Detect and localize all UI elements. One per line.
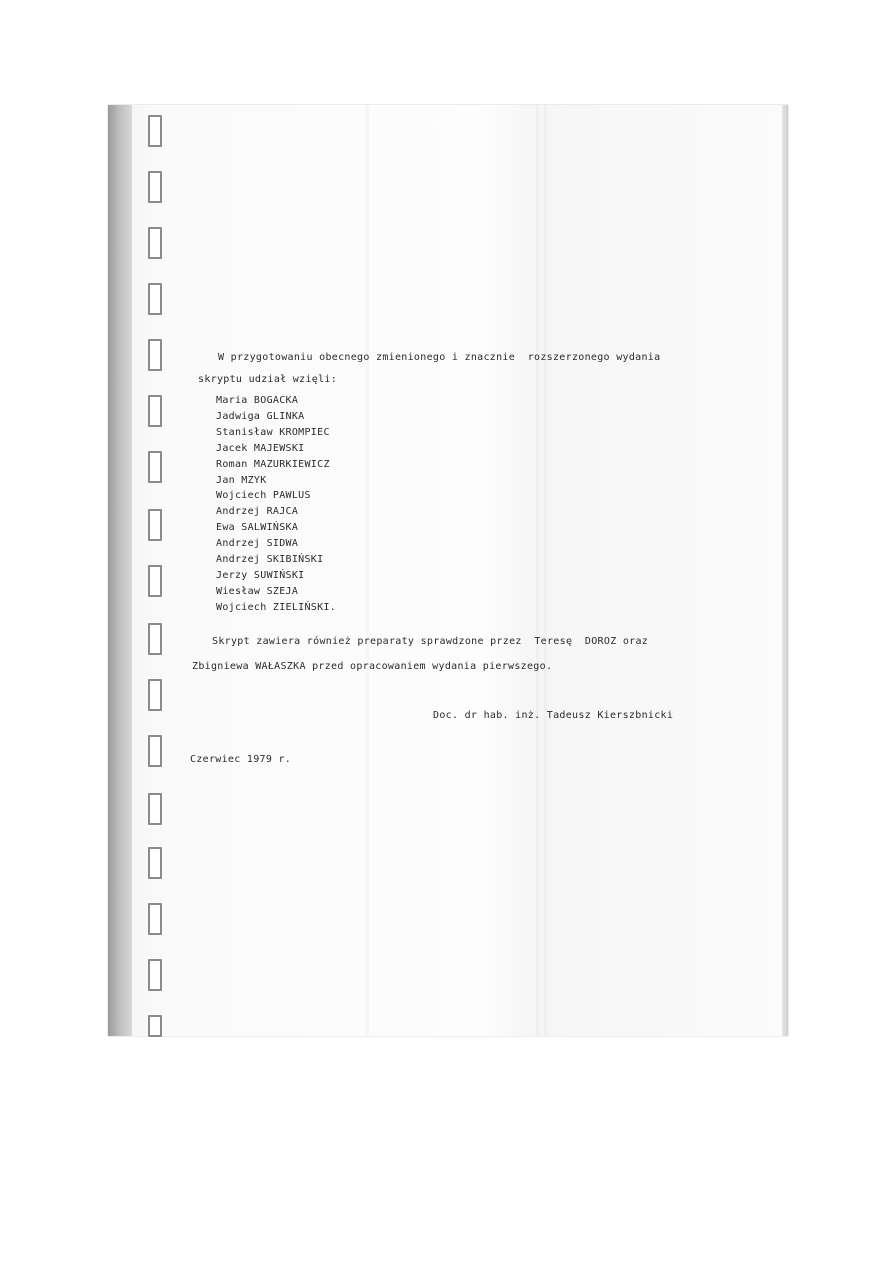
scan-streak	[544, 105, 547, 1036]
binding-hole	[148, 283, 162, 315]
note-line-1: Skrypt zawiera również preparaty sprawdzone przez Teresę DOROZ oraz	[212, 636, 649, 647]
binding-hole	[148, 339, 162, 371]
binding-hole	[148, 115, 162, 147]
binding-hole	[148, 1015, 162, 1037]
binding-hole	[148, 793, 162, 825]
binding-hole	[148, 847, 162, 879]
list-item: Roman MAZURKIEWICZ	[216, 458, 330, 470]
note-line-2: Zbigniewa WAŁASZKA przed opracowaniem wydania pierwszego.	[192, 661, 553, 672]
binding-hole	[148, 959, 162, 991]
binding-hole	[148, 679, 162, 711]
list-item: Andrzej SIDWA	[216, 538, 299, 550]
list-item: Stanisław KROMPIEC	[216, 426, 330, 438]
intro-line-1: W przygotowaniu obecnego zmienionego i znacznie rozszerzonego wydania	[218, 352, 661, 363]
scanned-page	[108, 105, 788, 1036]
intro-line-2: skryptu udział wzięli:	[198, 374, 338, 385]
binding-hole	[148, 565, 162, 597]
spiral-binding-strip	[108, 105, 132, 1036]
binding-hole	[148, 623, 162, 655]
binding-hole	[148, 903, 162, 935]
binding-hole	[148, 451, 162, 483]
signature: Doc. dr hab. inż. Tadeusz Kierszbnicki	[433, 710, 674, 721]
page-right-edge	[782, 105, 788, 1036]
binding-hole	[148, 735, 162, 767]
binding-hole	[148, 227, 162, 259]
list-item: Andrzej SKIBIŃSKI	[216, 554, 324, 566]
date: Czerwiec 1979 r.	[190, 754, 292, 765]
list-item: Ewa SALWIŃSKA	[216, 522, 299, 534]
list-item: Jadwiga GLINKA	[216, 410, 305, 422]
list-item: Wojciech PAWLUS	[216, 490, 311, 502]
list-item: Jacek MAJEWSKI	[216, 442, 305, 454]
list-item: Wiesław SZEJA	[216, 585, 299, 597]
list-item: Andrzej RAJCA	[216, 506, 299, 518]
binding-hole	[148, 171, 162, 203]
list-item: Jerzy SUWIŃSKI	[216, 569, 305, 581]
scan-streak	[536, 105, 539, 1036]
contributor-list	[216, 393, 336, 616]
scan-streak	[366, 105, 369, 1036]
binding-hole	[148, 395, 162, 427]
list-item: Jan MZYK	[216, 474, 267, 486]
binding-hole	[148, 509, 162, 541]
list-item: Wojciech ZIELIŃSKI.	[216, 601, 337, 613]
list-item: Maria BOGACKA	[216, 395, 299, 406]
